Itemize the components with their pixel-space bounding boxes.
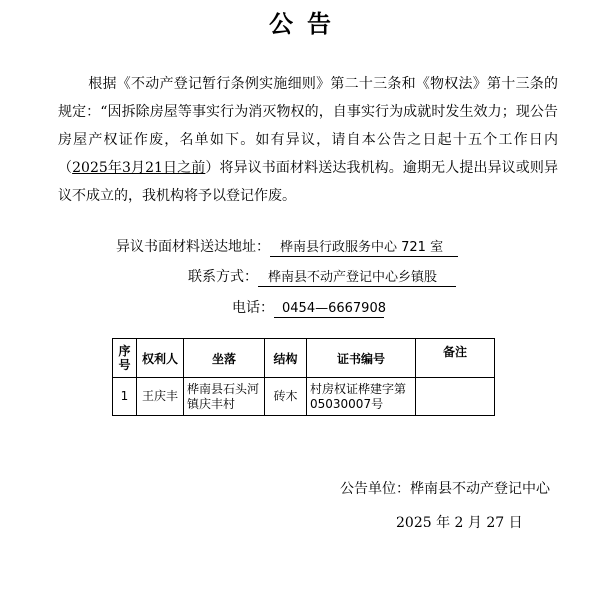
address-line (116, 236, 458, 257)
header-structure: 结构 (265, 339, 307, 378)
table-header-row (113, 339, 495, 378)
cell-cert-no: 村房权证桦建字第05030007号 (307, 378, 416, 416)
header-cert-no: 证书编号 (307, 339, 416, 378)
header-owner: 权利人 (137, 339, 184, 378)
contact-value: 桦南县不动产登记中心乡镇股 (258, 270, 456, 287)
deadline-text: 2025年3月21日之前 (72, 160, 206, 176)
cell-structure: 砖木 (265, 378, 307, 416)
page-title: 公告 (269, 10, 345, 38)
header-seq: 序号 (113, 339, 137, 378)
certificate-table (112, 338, 495, 416)
cell-owner: 王庆丰 (137, 378, 184, 416)
issuer-line: 公告单位：桦南县不动产登记中心 (340, 481, 550, 497)
cell-location: 桦南县石头河镇庆丰村 (184, 378, 265, 416)
phone-value: 0454—6667908 (274, 301, 384, 318)
phone-label: 电话： (232, 300, 274, 316)
issue-date: 2025 年 2 月 27 日 (396, 515, 523, 531)
address-label: 异议书面材料送达地址： (116, 239, 270, 255)
para-text-2: ）将异议书面材料送达我机构。逾期无人提出异议或则异议不成立的，我机构将予以登记作废。 (58, 160, 559, 204)
cell-seq: 1 (113, 378, 137, 416)
contact-label: 联系方式： (188, 269, 258, 285)
table-row (113, 378, 495, 416)
notice-paragraph (58, 70, 558, 210)
para-text-1: 根据《不动产登记暂行条例实施细则》第二十三条和《物权法》第十三条的规定：“因拆除房屋等事实行为消灭物权的，自事实行为成就时发生效力；现公告房屋产权证作废，名单如下。如有异议，请自本公告之日起十五个工作日内（ (58, 76, 558, 176)
cell-remark (416, 378, 495, 416)
header-remark: 备注 (416, 339, 495, 378)
phone-line (232, 297, 384, 318)
contact-line (188, 266, 456, 287)
header-location: 坐落 (184, 339, 265, 378)
address-value: 桦南县行政服务中心 721 室 (270, 240, 458, 257)
